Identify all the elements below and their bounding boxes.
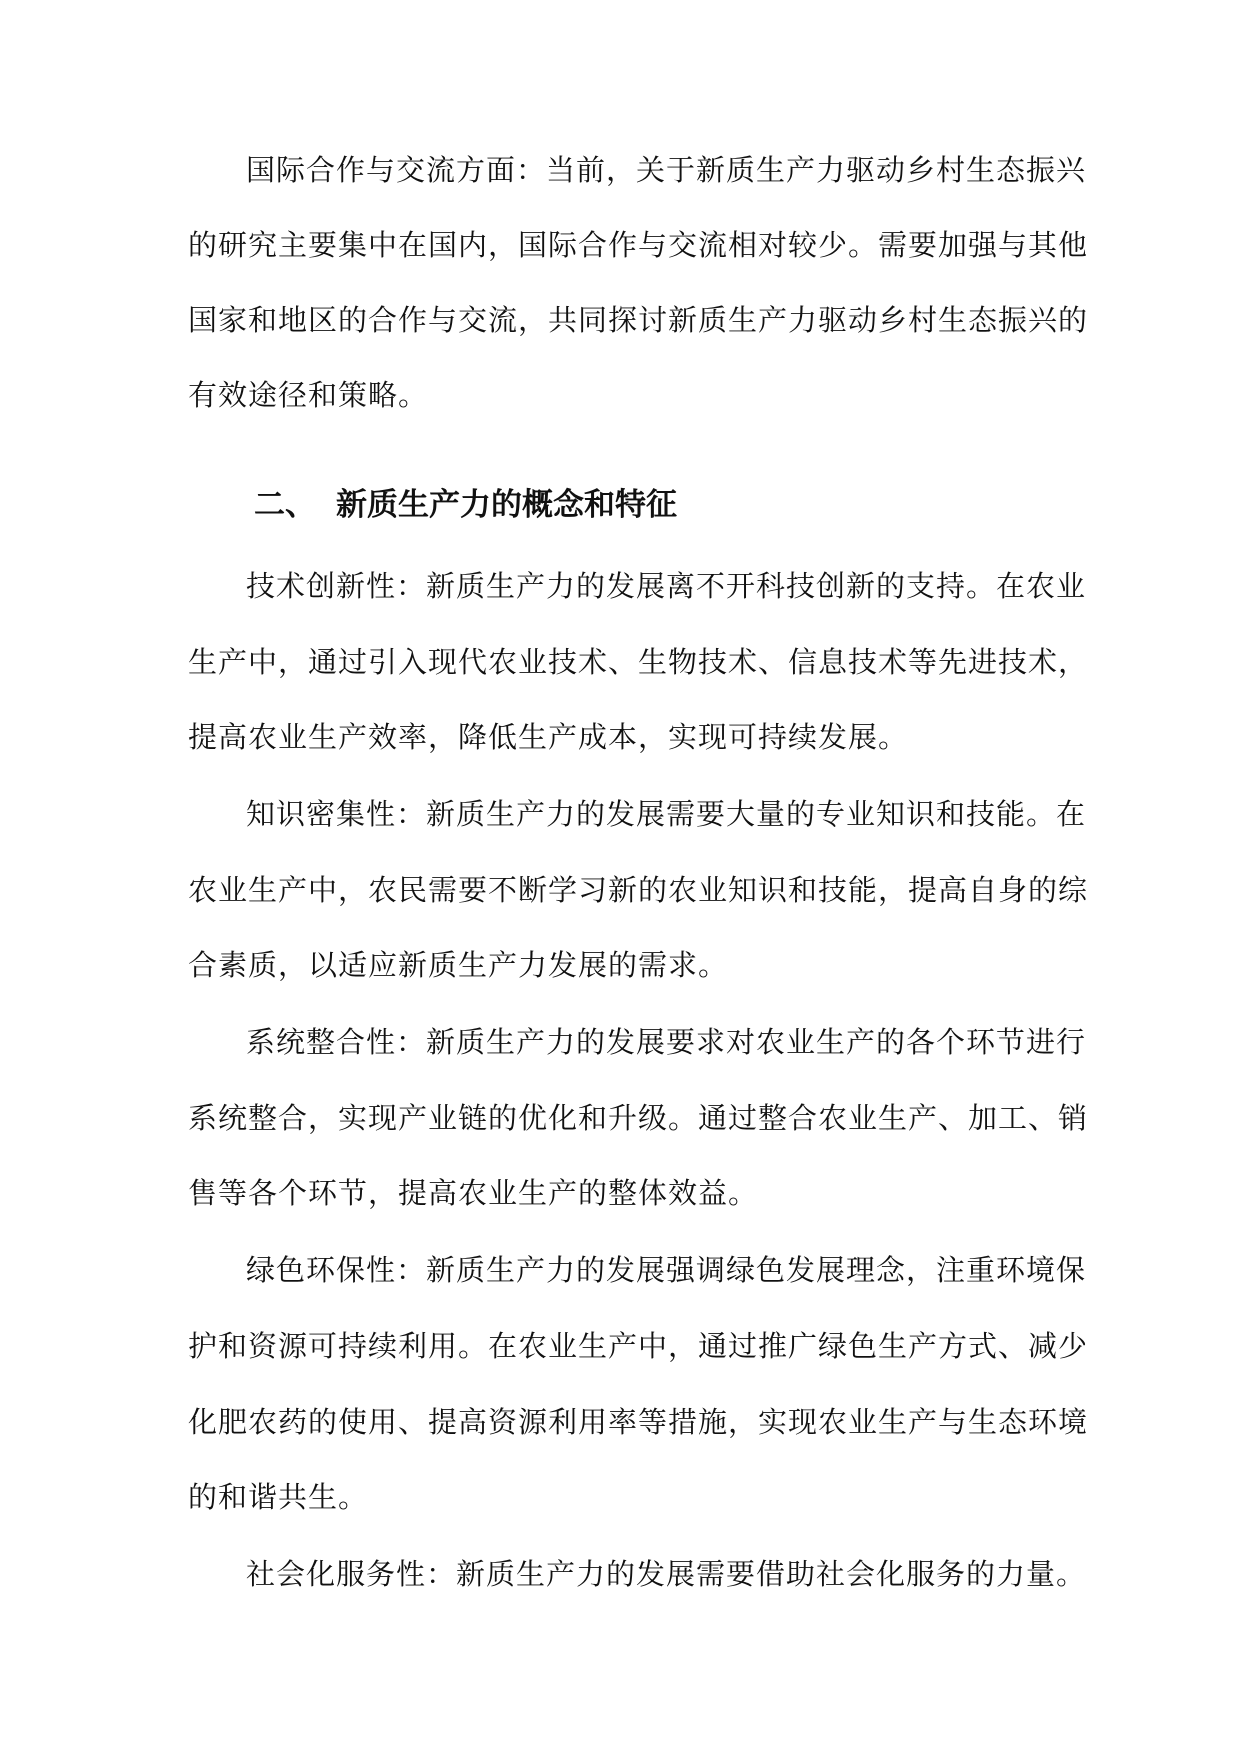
paragraph-line: 系统整合，实现产业链的优化和升级。通过整合农业生产、加工、销 (188, 1101, 1089, 1135)
section-number: 二、 (254, 487, 316, 523)
paragraph-line: 技术创新性：新质生产力的发展离不开科技创新的支持。在农业 (246, 569, 1087, 603)
paragraph-line: 知识密集性：新质生产力的发展需要大量的专业知识和技能。在 (246, 797, 1087, 831)
paragraph-line: 系统整合性：新质生产力的发展要求对农业生产的各个环节进行 (246, 1025, 1087, 1059)
paragraph-line: 农业生产中，农民需要不断学习新的农业知识和技能，提高自身的综 (188, 873, 1089, 907)
paragraph-line: 有效途径和策略。 (188, 378, 429, 412)
paragraph-line: 生产中，通过引入现代农业技术、生物技术、信息技术等先进技术， (188, 645, 1089, 679)
paragraph-line: 国家和地区的合作与交流，共同探讨新质生产力驱动乡村生态振兴的 (188, 303, 1089, 337)
section-title: 新质生产力的概念和特征 (336, 487, 677, 523)
paragraph-line: 售等各个环节，提高农业生产的整体效益。 (188, 1176, 759, 1210)
paragraph-line: 社会化服务性：新质生产力的发展需要借助社会化服务的力量。 (246, 1557, 1087, 1591)
paragraph-line: 化肥农药的使用、提高资源利用率等措施，实现农业生产与生态环境 (188, 1405, 1089, 1439)
paragraph-line: 合素质，以适应新质生产力发展的需求。 (188, 948, 729, 982)
section-heading (254, 485, 677, 525)
paragraph-line: 的研究主要集中在国内，国际合作与交流相对较少。需要加强与其他 (188, 228, 1089, 262)
paragraph-line: 提高农业生产效率，降低生产成本，实现可持续发展。 (188, 720, 909, 754)
paragraph-line: 国际合作与交流方面：当前，关于新质生产力驱动乡村生态振兴 (246, 153, 1087, 187)
paragraph-line: 绿色环保性：新质生产力的发展强调绿色发展理念，注重环境保 (246, 1253, 1087, 1287)
paragraph-line: 护和资源可持续利用。在农业生产中，通过推广绿色生产方式、减少 (188, 1329, 1089, 1363)
paragraph-line: 的和谐共生。 (188, 1480, 369, 1514)
